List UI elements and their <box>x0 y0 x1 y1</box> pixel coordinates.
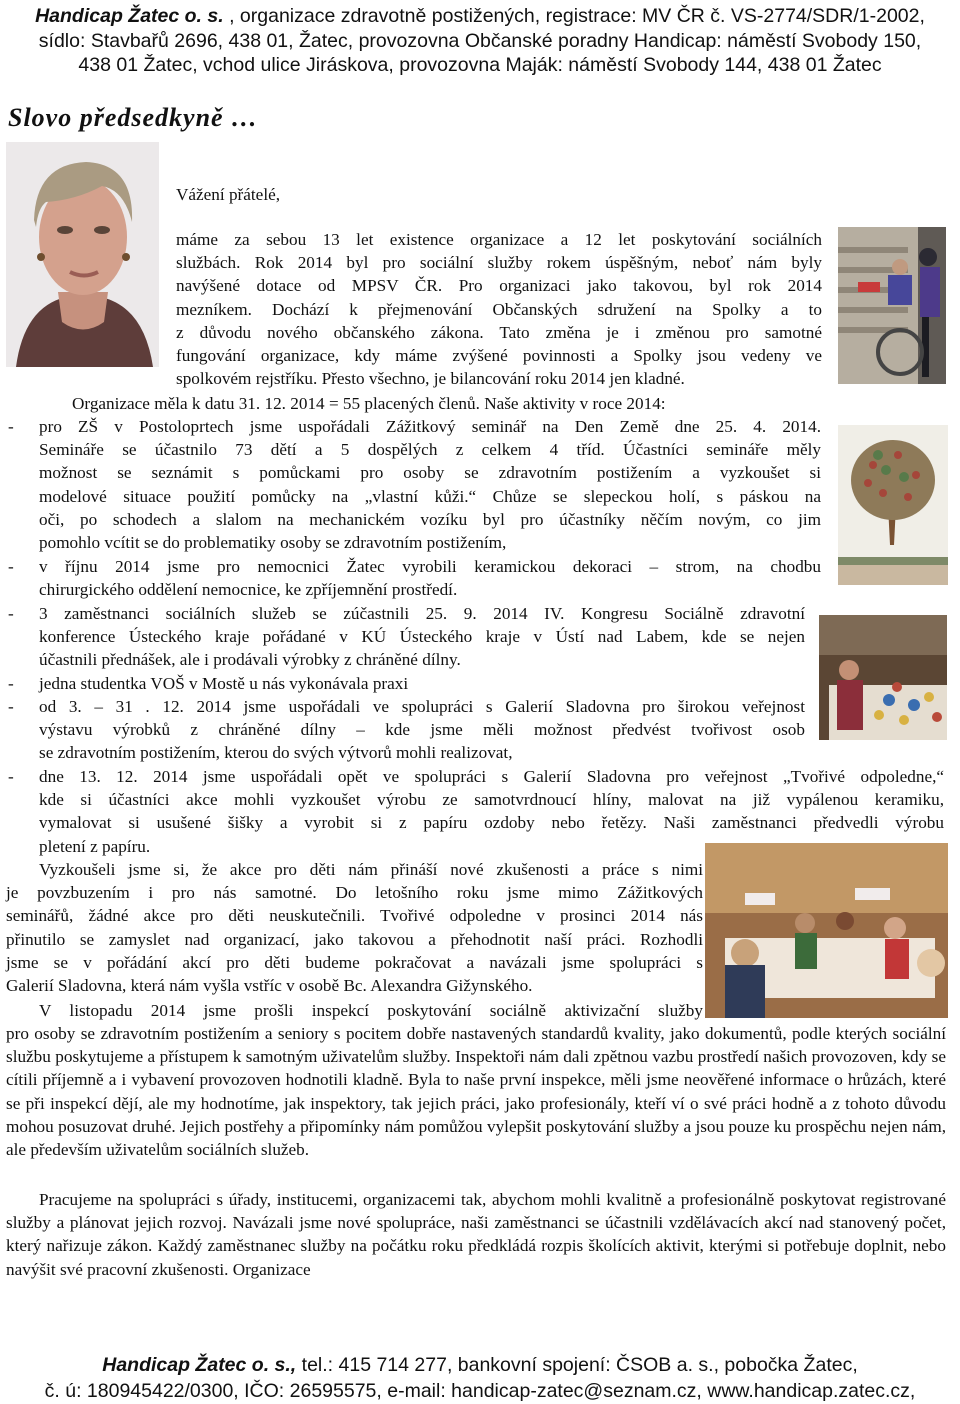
bullet-student: jedna studentka VOŠ v Mostě u nás vykonávala praxi <box>39 674 409 693</box>
paragraph-line: je povzbuzením i pro nás samotné. Do letošního roku jsme mimo Zážitkových <box>6 883 703 903</box>
bullet-line: od 3. – 31 . 12. 2014 jsme uspořádali ve spolupráci s Galerií Sladovna pro širokou veřejnost <box>39 697 805 716</box>
footer-line-1: Handicap Žatec o. s., tel.: 415 714 277, bankovní spojení: ČSOB a. s., pobočka Žatec, <box>102 1354 858 1376</box>
paragraph-line: jsme se v pořádání akcí pro děti budeme pokračovat a navázali jsme spolupráci s <box>6 952 703 972</box>
header-line-1: Handicap Žatec o. s. , organizace zdravotně postižených, registrace: MV ČR č. VS-2774/SDR/1-2002, <box>35 5 925 27</box>
bullet-line: chirurgického oddělení nemocnice, ke zpříjemnění prostředí. <box>39 580 458 600</box>
bullet-line: modelové situace použití pomůcky na „vlastní kůži.“ Chůze se slepeckou holí, s páskou na <box>39 486 821 506</box>
photo-seminar-stairs <box>838 227 946 384</box>
bullet-line: 3 zaměstnanci sociálních služeb se zúčastnili 25. 9. 2014 IV. Kongresu Sociálně zdravotní <box>39 604 805 623</box>
bullet-seminar <box>39 415 821 554</box>
intro-line: z důvodu nového občanského zákona. Tato změna je i změnou pro samotné <box>176 322 822 342</box>
bullet-dash: - <box>8 417 14 436</box>
bullet-line: dne 13. 12. 2014 jsme uspořádali opět ve spolupráci s Galerií Sladovna pro veřejnost „Tvořivé odpoledne,“ <box>39 767 944 786</box>
paragraph-line: seminářů, žádné akce pro děti neuskutečnili. Tvořivé odpoledne v prosinci 2014 nás <box>6 906 703 926</box>
bullet-line: se zdravotním postižením, kterou do svých výtvorů mohli realizovat, <box>39 743 513 763</box>
page-title: Slovo předsedkyně … <box>8 103 259 132</box>
page-footer <box>0 1352 960 1404</box>
bullet-congress <box>39 602 805 672</box>
paragraph-line: Galerií Sladovna, která nám vyšla vstříc v osobě Bc. Alexandra Gižynského. <box>6 976 533 996</box>
greeting: Vážení přátelé, <box>176 185 281 204</box>
bullet-exhibition <box>39 695 805 765</box>
photo-ceramic-tree <box>838 425 948 585</box>
bullet-line: Semináře se účastnilo 73 dětí a 5 dospělých z celkem 4 tříd. Účastníci semináře měly <box>39 440 821 460</box>
bullet-hospital <box>39 555 821 601</box>
header-org-name: Handicap Žatec o. s. <box>35 5 224 27</box>
paragraph-cooperation: Pracujeme na spolupráci s úřady, institucemi, organizacemi tak, abychom mohli kvalitně a profesionálně poskytovat registrované služby a plánovat jejich rozvoj. Navázali jsme nové spolupráce, naši zaměstnanci se účastnili vzdělávacích akcí nad stanovený počet, který nařizuje zákon. Každý zaměstnanec služby na počátku roku předkládá rozpis školících aktivit, kterými si potřebuje doplnit, nebo navýšit své pracovní zkušenosti. Organizace <box>6 1190 946 1279</box>
photo-exhibition <box>819 615 947 740</box>
bullet-line: účastnili přednášek, ale i prodávali výrobky z chráněné dílny. <box>39 650 461 670</box>
intro-paragraph <box>176 228 822 390</box>
bullet-dash: - <box>8 767 14 786</box>
chairwoman-portrait <box>6 142 159 367</box>
paragraph-inspection-first: V listopadu 2014 jsme prošli inspekcí poskytování sociálně aktivizační služby <box>39 1001 703 1020</box>
page-header <box>8 4 952 78</box>
paragraph-line: přinutilo se zamyslet nad organizací, jako takovou a přehodnotit naší práci. Rozhodli <box>6 929 703 949</box>
bullet-dash: - <box>8 697 14 716</box>
bullet-dash: - <box>8 557 14 576</box>
bullet-line: pletení z papíru. <box>39 836 151 856</box>
bullet-line: kde si účastníci akce mohli vyzkoušet výrobu ze samotvrdnoucí hlíny, malovat na již vypálenou keramiku, <box>39 790 944 810</box>
bullet-line: v říjnu 2014 jsme pro nemocnici Žatec vyrobili keramickou dekoraci – strom, na chodbu <box>39 557 821 576</box>
intro-line: mezníkem. Dochází k přejmenování Občanských sdružení na Spolky a to <box>176 299 822 319</box>
photo-creative-afternoon <box>705 843 948 1018</box>
bullet-creative-afternoon <box>39 765 944 858</box>
bullet-line: možnost se seznámit s pomůckami pro osoby se zdravotním postižením a vyzkoušet si <box>39 463 821 483</box>
bullet-line: pro ZŠ v Postoloprtech jsme uspořádali Zážitkový seminář na Den Země dne 25. 4. 2014. <box>39 417 821 436</box>
bullet-line: vymalovat si usušené šišky a vyrobit si z papíru ozdoby nebo řetězy. Naši zaměstnanci předvedli výrobu <box>39 813 944 833</box>
bullet-line: výstavu výrobků z chráněné dílny – kde jsme měli možnost předvést tvořivost osob <box>39 720 805 740</box>
footer-org-name: Handicap Žatec o. s., <box>102 1354 297 1376</box>
paragraph-inspection: pro osoby se zdravotním postižením a seniory s pocitem dobře nastavených standardů kvality, jako dokumentů, podle kterých sociální službu poskytujeme a přístupem k samotným uživatelům služby. Inspektoři nám dali zpětnou vazbu prostředí našich provozoven, kdy se cítili příjemně a i vybavení provozoven hodnotili kladně. Byla to naše první inspekce, měli jsme neověřené informace o hrůzách, které se při inspekcí dějí, ale my hodnotíme, jak inspektory, tak jejich práci, jako profesionály, kteří ví o své práci hodně a z tohoto důvodu mohou posuzovat druhé. Jejich postřehy a připomínky nám pomůžou vylepšit poskytování služby a jsou pouze ku prospěchu nejen nám, ale především uživatelům sociálních služeb. <box>6 1024 946 1160</box>
members-line: Organizace měla k datu 31. 12. 2014 = 55 placených členů. Naše aktivity v roce 2014: <box>72 394 666 413</box>
intro-line: máme za sebou 13 let existence organizace a 12 let poskytování sociálních <box>176 230 822 249</box>
paragraph-children <box>6 858 703 997</box>
header-line-3: 438 01 Žatec, vchod ulice Jiráskova, provozovna Maják: náměstí Svobody 144, 438 01 Žatec <box>78 54 882 76</box>
bullet-line: konference Ústeckého kraje pořádané v KÚ Ústeckého kraje v Ústí nad Labem, kde se nejen <box>39 627 805 647</box>
intro-line: fungování organizace, kdy máme zvýšené povinnosti a Spolky jsou vedeny ve <box>176 346 822 366</box>
intro-line: službách. Rok 2014 byl pro sociální služby rokem úspěšným, neboť nám byly <box>176 253 822 273</box>
bullet-dash: - <box>8 674 14 693</box>
paragraph-line: Vyzkoušeli jsme si, že akce pro děti nám přináší nové zkušenosti a práce s nimi <box>39 860 703 879</box>
footer-line-2: č. ú: 180945422/0300, IČO: 26595575, e-mail: handicap-zatec@seznam.cz, www.handicap.zatec.cz, <box>44 1380 916 1402</box>
bullet-line: pomohlo vcítit se do problematiky osoby se zdravotním postižením, <box>39 533 507 553</box>
bullet-line: oči, po schodech a slalom na mechanickém vozíku byl pro účastníky něčím novým, co jim <box>39 509 821 529</box>
intro-line: spolkovém rejstříku. Přesto všechno, je bilancování roku 2014 jen kladné. <box>176 369 685 389</box>
intro-line: navýšené dotace od MPSV ČR. Pro organizaci jako takovou, byl rok 2014 <box>176 276 822 296</box>
header-line-2: sídlo: Stavbařů 2696, 438 01, Žatec, provozovna Občanské poradny Handicap: náměstí Svobody 150, <box>38 29 922 52</box>
bullet-dash: - <box>8 604 14 623</box>
